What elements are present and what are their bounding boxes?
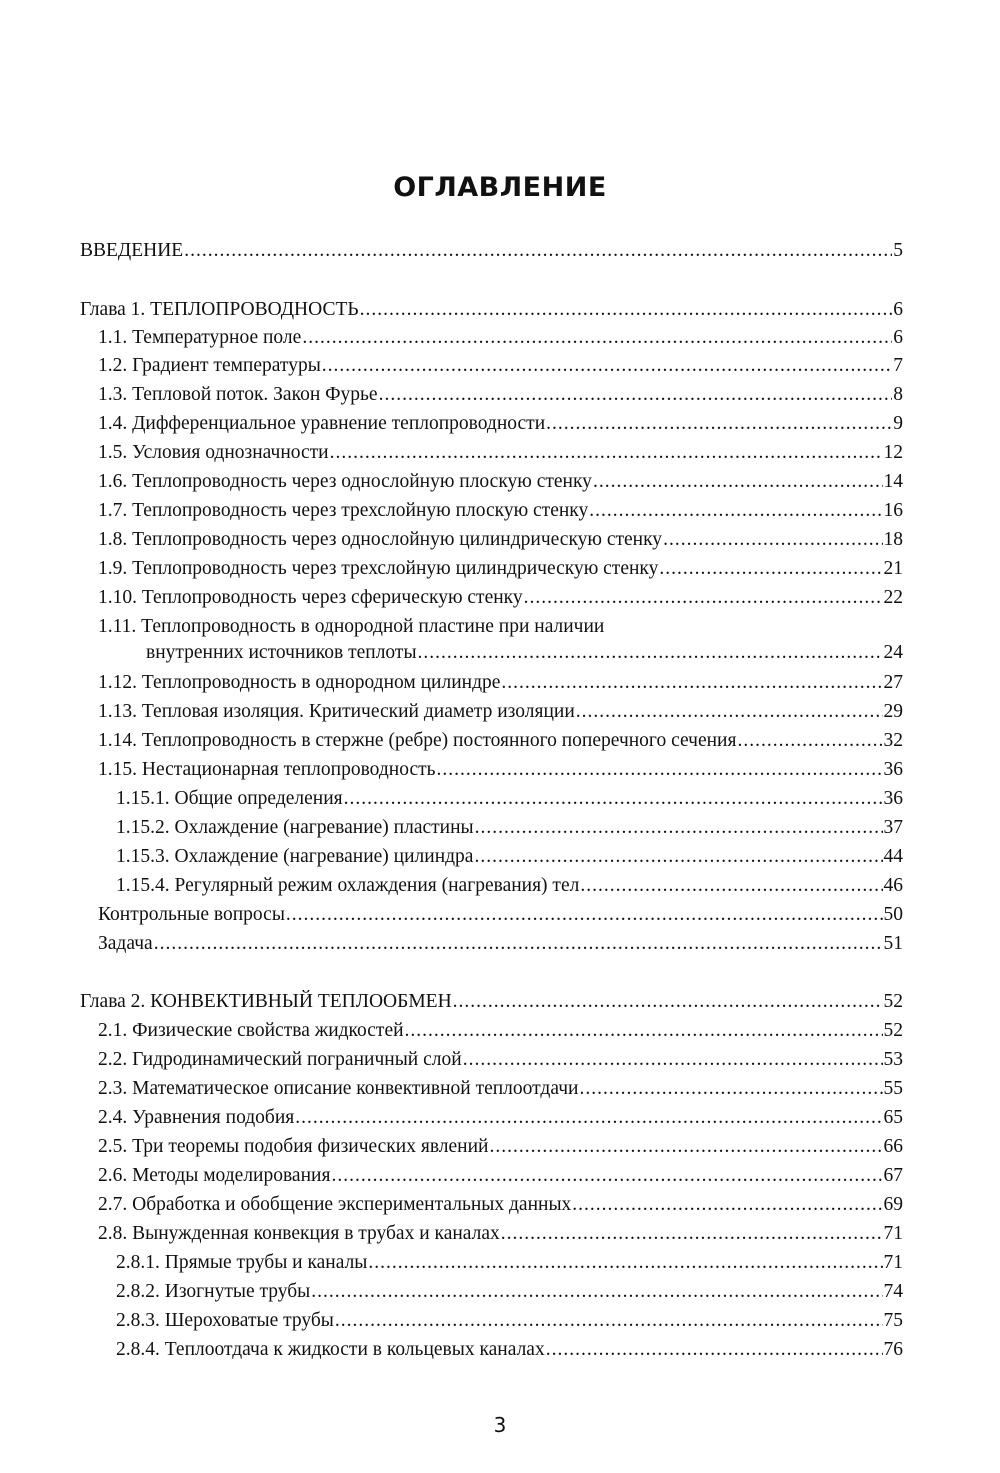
leader-dots (572, 1192, 882, 1218)
toc-entry-page: 6 (893, 299, 903, 320)
toc-entry-page: 51 (883, 933, 903, 954)
leader-dots (589, 498, 882, 524)
toc-entry-title: 1.7. Теплопроводность через трехслойную плоскую стенку (98, 500, 589, 521)
leader-dots (576, 699, 883, 725)
toc-entry-title: 2.8.2. Изогнутые трубы (116, 1281, 311, 1302)
toc-entry-page: 55 (883, 1078, 903, 1099)
toc-entry-page: 7 (893, 355, 903, 376)
toc-entry[interactable] (98, 1076, 903, 1102)
toc-entry[interactable] (146, 640, 903, 666)
toc-entry[interactable] (98, 1192, 903, 1218)
toc-entry-page: 66 (883, 1136, 903, 1157)
leader-dots (524, 585, 883, 611)
leader-dots (331, 1163, 882, 1189)
toc-entry[interactable] (98, 1105, 903, 1131)
toc-entry[interactable] (98, 931, 903, 957)
toc-entry[interactable] (116, 786, 903, 812)
toc-entry-page: 36 (883, 788, 903, 809)
leader-dots (593, 469, 883, 495)
leader-dots (659, 556, 882, 582)
toc-entry-page: 53 (883, 1049, 903, 1070)
toc-entry-page: 67 (883, 1165, 903, 1186)
toc-entry-title: 2.1. Физические свойства жидкостей (98, 1020, 404, 1041)
toc-entry-page: 32 (883, 730, 903, 751)
leader-dots (286, 902, 883, 928)
toc-entry-page: 50 (883, 904, 903, 925)
toc-entry-page: 18 (883, 529, 903, 550)
toc-entry[interactable] (98, 670, 903, 696)
toc-entry-page: 21 (883, 558, 903, 579)
toc-entry[interactable] (98, 440, 903, 466)
toc-entry[interactable] (116, 1279, 903, 1305)
leader-dots (579, 1076, 882, 1102)
toc-entry-title: Задача (98, 933, 153, 954)
toc-entry-title-continuation: внутренних источников теплоты (146, 642, 417, 663)
toc-entry-page: 52 (883, 991, 903, 1012)
toc-entry-title: 1.15.1. Общие определения (116, 788, 343, 809)
leader-dots (437, 757, 883, 783)
toc-entry-title: 2.8.3. Шероховатые трубы (116, 1310, 334, 1331)
leader-dots (335, 1308, 883, 1334)
toc-entry-page: 75 (883, 1310, 903, 1331)
toc-entry[interactable] (98, 728, 903, 754)
toc-entry[interactable] (116, 873, 903, 899)
leader-dots (663, 527, 882, 553)
toc-entry[interactable] (98, 699, 903, 725)
leader-dots (344, 786, 883, 812)
toc-entry[interactable] (98, 1018, 903, 1044)
page-number: 3 (493, 1413, 507, 1437)
toc-entry-title: 1.15.2. Охлаждение (нагревание) пластины (116, 817, 474, 838)
leader-dots (379, 382, 893, 408)
toc-entry-title: 1.1. Температурное поле (98, 327, 302, 348)
toc-entry-title: 2.8.1. Прямые трубы и каналы (116, 1252, 368, 1273)
leader-dots (330, 440, 883, 466)
toc-entry[interactable] (98, 1163, 903, 1189)
toc-entry-title: Глава 1. ТЕПЛОПРОВОДНОСТЬ (80, 299, 359, 320)
page-title: ОГЛАВЛЕНИЕ (393, 172, 607, 203)
toc-entry-title: 1.15.3. Охлаждение (нагревание) цилиндра (116, 846, 474, 867)
toc-entry-page: 71 (883, 1252, 903, 1273)
toc-entry-title: 1.9. Теплопроводность через трехслойную цилиндрическую стенку (98, 558, 659, 579)
toc-entry[interactable] (98, 556, 903, 582)
toc-entry-title: 1.15. Нестационарная теплопроводность (98, 759, 436, 780)
toc-entry-page: 46 (883, 875, 903, 896)
toc-entry-title: ВВЕДЕНИЕ (80, 240, 184, 261)
leader-dots (311, 1279, 882, 1305)
toc-entry-title-line1: 1.11. Теплопроводность в однородной пластине при наличии (98, 616, 605, 637)
leader-dots (453, 989, 883, 1015)
toc-entry[interactable] (98, 1221, 903, 1247)
leader-dots (463, 1047, 883, 1073)
leader-dots (580, 873, 882, 899)
toc-entry-page: 52 (883, 1020, 903, 1041)
toc-entry-introduction[interactable] (80, 238, 903, 264)
toc-entry[interactable] (116, 815, 903, 841)
leader-dots (322, 353, 892, 379)
leader-dots (737, 728, 882, 754)
toc-entry[interactable] (98, 757, 903, 783)
toc-entry-title: Контрольные вопросы (98, 904, 285, 925)
leader-dots (368, 1250, 882, 1276)
leader-dots (154, 931, 883, 957)
toc-entry[interactable] (116, 1250, 903, 1276)
toc-entry-page: 74 (883, 1281, 903, 1302)
toc-entry[interactable] (98, 325, 903, 351)
toc-entry-title: Глава 2. КОНВЕКТИВНЫЙ ТЕПЛООБМЕН (80, 991, 452, 1012)
toc-entry-page: 29 (883, 701, 903, 722)
toc-entry-title: 1.15.4. Регулярный режим охлаждения (нагревания) тел (116, 875, 580, 896)
leader-dots (184, 238, 892, 264)
toc-entry-page: 37 (883, 817, 903, 838)
toc-entry-chapter-2[interactable] (80, 989, 903, 1015)
leader-dots (474, 844, 882, 870)
toc-entry-chapter-1[interactable] (80, 297, 903, 323)
leader-dots (360, 297, 893, 323)
toc-entry-page: 36 (883, 759, 903, 780)
toc-entry-title: 1.4. Дифференциальное уравнение теплопроводности (98, 413, 546, 434)
toc-entry[interactable] (116, 844, 903, 870)
toc-entry-title: 2.2. Гидродинамический пограничный слой (98, 1049, 462, 1070)
leader-dots (295, 1105, 882, 1131)
toc-entry[interactable] (98, 469, 903, 495)
toc-entry[interactable] (98, 411, 903, 437)
toc-entry[interactable] (98, 527, 903, 553)
toc-entry-title: 2.8. Вынужденная конвекция в трубах и каналах (98, 1223, 500, 1244)
toc-entry-page: 12 (883, 442, 903, 463)
toc-entry-page: 5 (893, 240, 903, 261)
toc-entry-title: 1.6. Теплопроводность через однослойную плоскую стенку (98, 471, 592, 492)
toc-entry-page: 71 (883, 1223, 903, 1244)
toc-entry-page: 24 (883, 642, 903, 663)
leader-dots (405, 1018, 883, 1044)
toc-entry[interactable] (98, 498, 903, 524)
toc-entry-page: 6 (893, 327, 903, 348)
toc-entry-page: 69 (883, 1194, 903, 1215)
toc-entry-title: 1.12. Теплопроводность в однородном цилиндре (98, 672, 501, 693)
toc-entry-page: 16 (883, 500, 903, 521)
toc-entry-title: 2.7. Обработка и обобщение экспериментальных данных (98, 1194, 572, 1215)
toc-entry-title: 1.3. Тепловой поток. Закон Фурье (98, 384, 378, 405)
leader-dots (546, 411, 892, 437)
leader-dots (501, 1221, 883, 1247)
toc-entry-title: 1.2. Градиент температуры (98, 355, 321, 376)
toc-entry-page: 22 (883, 587, 903, 608)
toc-entry[interactable] (116, 1337, 903, 1363)
leader-dots (418, 640, 883, 666)
toc-entry-title: 1.14. Теплопроводность в стержне (ребре) постоянного поперечного сечения (98, 730, 737, 751)
toc-entry[interactable] (98, 585, 903, 611)
toc-entry[interactable] (98, 353, 903, 379)
toc-entry[interactable] (98, 1047, 903, 1073)
toc-entry[interactable] (98, 1134, 903, 1160)
toc-entry-title: 2.5. Три теоремы подобия физических явлений (98, 1136, 489, 1157)
toc-entry[interactable] (98, 382, 903, 408)
toc-entry-page: 14 (883, 471, 903, 492)
toc-entry-title: 2.3. Математическое описание конвективной теплоотдачи (98, 1078, 579, 1099)
toc-entry-title: 2.8.4. Теплоотдача к жидкости в кольцевых каналах (116, 1339, 545, 1360)
toc-entry-page: 44 (883, 846, 903, 867)
leader-dots (302, 325, 892, 351)
toc-entry[interactable] (98, 902, 903, 928)
toc-entry-title: 1.10. Теплопроводность через сферическую стенку (98, 587, 523, 608)
toc-entry-title: 1.8. Теплопроводность через однослойную цилиндрическую стенку (98, 529, 663, 550)
toc-entry-title: 1.5. Условия однозначности (98, 442, 329, 463)
toc-entry[interactable] (116, 1308, 903, 1334)
toc-entry-title: 1.13. Тепловая изоляция. Критический диаметр изоляции (98, 701, 575, 722)
leader-dots (489, 1134, 882, 1160)
toc-entry-page: 9 (893, 413, 903, 434)
toc-entry-page: 27 (883, 672, 903, 693)
toc-entry-title: 2.6. Методы моделирования (98, 1165, 331, 1186)
toc-entry-page: 8 (893, 384, 903, 405)
leader-dots (475, 815, 883, 841)
toc-entry-title: 2.4. Уравнения подобия (98, 1107, 295, 1128)
toc-entry-page: 65 (883, 1107, 903, 1128)
leader-dots (546, 1337, 883, 1363)
leader-dots (501, 670, 882, 696)
toc-entry-page: 76 (883, 1339, 903, 1360)
